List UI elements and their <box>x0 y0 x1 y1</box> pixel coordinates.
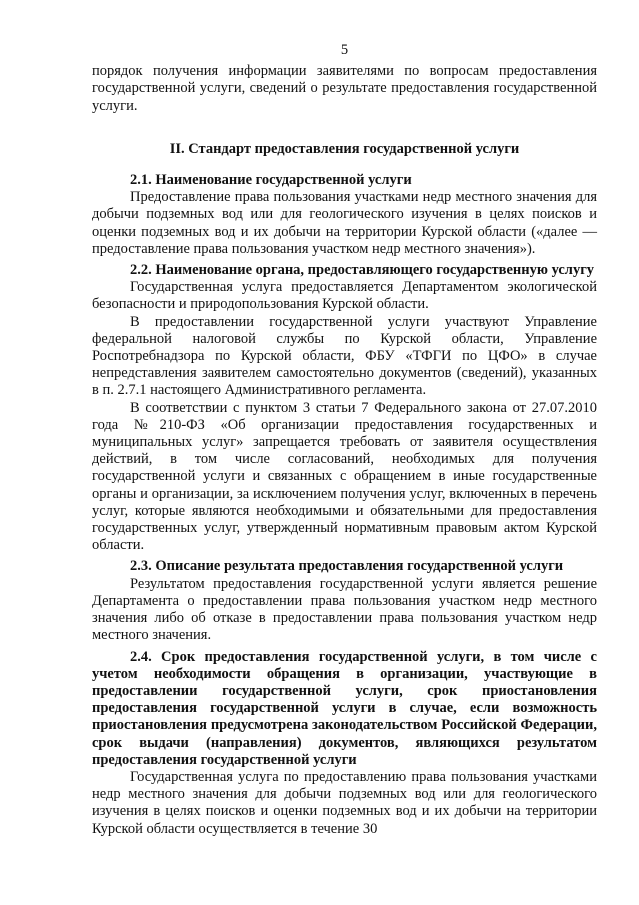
intro-paragraph: порядок получения информации заявителями по вопросам предоставления государственной услуги, сведений о результате предоставления государственной услуги. <box>92 63 597 114</box>
section-title: II. Стандарт предоставления государственной услуги <box>169 140 520 157</box>
section-2-1-heading: 2.1. Наименование государственной услуги <box>130 172 412 189</box>
section-2-4-paragraph: Государственная услуга по предоставлению права пользования участками недр местного значения для добычи подземных вод или для геологического изучения в целях поисков и оценки подземных вод и их добычи на территории Курской области осуществляется в течение 30 <box>92 768 597 837</box>
section-2-1-paragraph: Предоставление права пользования участками недр местного значения для добычи подземных вод или для геологического изучения в целях поисков и оценки подземных вод и их добычи на территории Курской области («далее — предоставление права пользования участком недр местного значения»). <box>92 189 597 257</box>
section-2-3-paragraph: Результатом предоставления государственной услуги является решение Департамента о предоставлении права пользования участком недр местного значения либо об отказе в предоставлении права пользования участком недр местного значения. <box>92 575 597 644</box>
section-2-2-paragraph-3: В соответствии с пунктом 3 статьи 7 Федерального закона от 27.07.2010 года №210-ФЗ «Об организации предоставления государственных и муниципальных услуг» запрещается требовать от заявителя осуществления действий, в том числе согласований, необходимых для получения государственной услуги и связанных с обращением в иные государственные органы и организации, за исключением получения услуг, включенных в перечень услуг, которые являются необходимыми и обязательными для предоставления государственных услуг, утвержденный нормативным правовым актом Курской области. <box>92 399 597 554</box>
section-2-3-heading: 2.3. Описание результата предоставления государственной услуги <box>130 558 564 575</box>
section-2-2-paragraph-1: Государственная услуга предоставляется Департаментом экологической безопасности и природопользования Курской области. <box>92 279 597 313</box>
section-2-4-heading: 2.4. Срок предоставления государственной услуги, в том числе с учетом необходимости обращения в организации, участвующие в предоставлении государственной услуги, срок приостановления предоставления государственной услуги в случае, если возможность приостановления предусмотрена законодательством Российской Федерации, срок выдачи (направления) документов, являющихся результатом предоставления государственной услуги <box>92 648 597 768</box>
page-number: 5 <box>340 42 349 58</box>
section-2-2-heading: 2.2. Наименование органа, предоставляющего государственную услугу <box>130 262 595 279</box>
section-2-2-paragraph-2: В предоставлении государственной услуги участвуют Управление федеральной налоговой службы по Курской области, Управление Роспотребнадзора по Курской области, ФБУ «ТФГИ по ЦФО» в случае непредставления заявителем самостоятельно документов (сведений), указанных в п. 2.7.1 настоящего Административного регламента. <box>92 313 597 399</box>
